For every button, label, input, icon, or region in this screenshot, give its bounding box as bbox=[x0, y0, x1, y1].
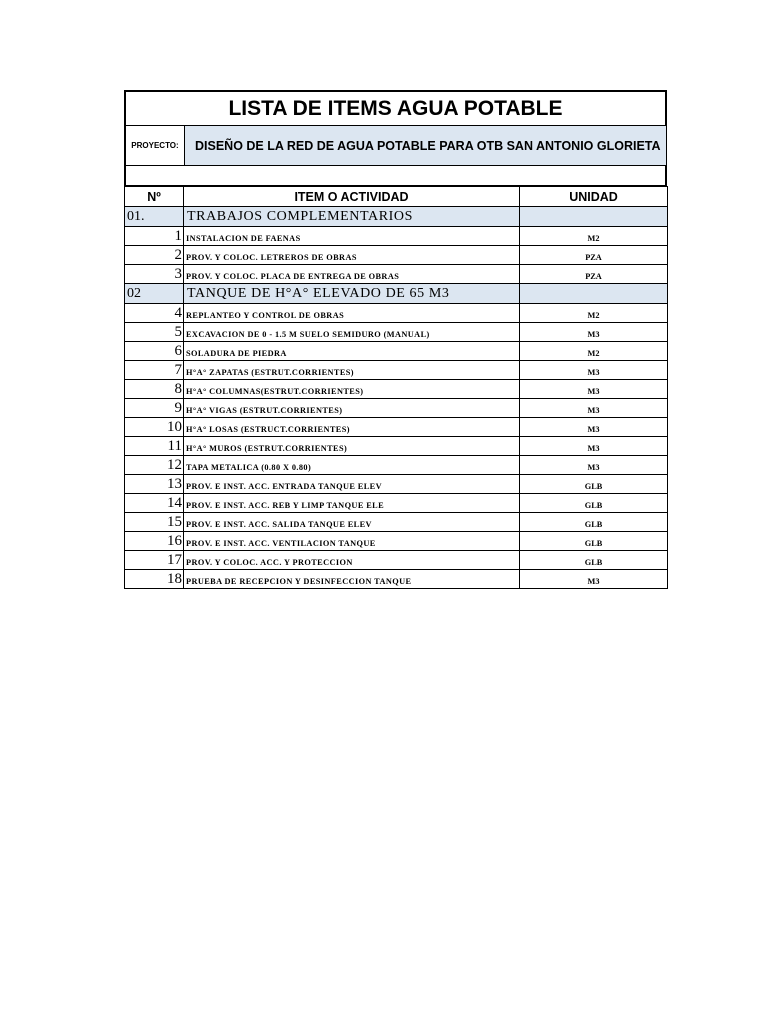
table-row bbox=[125, 475, 668, 494]
table-row bbox=[125, 494, 668, 513]
item-unit: GLB bbox=[520, 532, 668, 551]
item-unit: M3 bbox=[520, 437, 668, 456]
item-unit: GLB bbox=[520, 475, 668, 494]
section-row bbox=[125, 284, 668, 304]
items-table bbox=[124, 186, 668, 589]
table-row bbox=[125, 418, 668, 437]
item-description: PROV. Y COLOC. ACC. Y PROTECCION bbox=[184, 551, 520, 570]
item-description: H°A° LOSAS (ESTRUCT.CORRIENTES) bbox=[184, 418, 520, 437]
item-description: H°A° VIGAS (ESTRUT.CORRIENTES) bbox=[184, 399, 520, 418]
item-description: PRUEBA DE RECEPCION Y DESINFECCION TANQUE bbox=[184, 570, 520, 589]
document-title: LISTA DE ITEMS AGUA POTABLE bbox=[124, 90, 667, 126]
project-row bbox=[124, 126, 667, 166]
table-row bbox=[125, 323, 668, 342]
item-unit: M2 bbox=[520, 304, 668, 323]
table-row bbox=[125, 342, 668, 361]
item-description: H°A° MUROS (ESTRUT.CORRIENTES) bbox=[184, 437, 520, 456]
item-unit: M3 bbox=[520, 380, 668, 399]
item-description: REPLANTEO Y CONTROL DE OBRAS bbox=[184, 304, 520, 323]
item-unit: M2 bbox=[520, 227, 668, 246]
item-unit: PZA bbox=[520, 265, 668, 284]
section-code: 02 bbox=[125, 284, 184, 304]
header-row bbox=[125, 187, 668, 207]
item-number: 1 bbox=[125, 227, 184, 246]
item-number: 15 bbox=[125, 513, 184, 532]
item-description: INSTALACION DE FAENAS bbox=[184, 227, 520, 246]
item-unit: GLB bbox=[520, 494, 668, 513]
section-unit bbox=[520, 207, 668, 227]
item-description: SOLADURA DE PIEDRA bbox=[184, 342, 520, 361]
item-number: 4 bbox=[125, 304, 184, 323]
item-unit: M3 bbox=[520, 418, 668, 437]
item-number: 8 bbox=[125, 380, 184, 399]
item-number: 17 bbox=[125, 551, 184, 570]
item-unit: M2 bbox=[520, 342, 668, 361]
item-description: H°A° COLUMNAS(ESTRUT.CORRIENTES) bbox=[184, 380, 520, 399]
item-number: 6 bbox=[125, 342, 184, 361]
item-number: 2 bbox=[125, 246, 184, 265]
item-description: PROV. Y COLOC. PLACA DE ENTREGA DE OBRAS bbox=[184, 265, 520, 284]
item-description: PROV. Y COLOC. LETREROS DE OBRAS bbox=[184, 246, 520, 265]
item-number: 11 bbox=[125, 437, 184, 456]
item-description: EXCAVACION DE 0 - 1.5 M SUELO SEMIDURO (MANUAL) bbox=[184, 323, 520, 342]
table-row bbox=[125, 551, 668, 570]
header-number: Nº bbox=[125, 187, 184, 207]
table-row bbox=[125, 456, 668, 475]
blank-row bbox=[124, 166, 667, 186]
item-description: PROV. E INST. ACC. SALIDA TANQUE ELEV bbox=[184, 513, 520, 532]
item-unit: M3 bbox=[520, 323, 668, 342]
table-row bbox=[125, 304, 668, 323]
item-number: 18 bbox=[125, 570, 184, 589]
item-list-sheet bbox=[124, 90, 667, 589]
table-row bbox=[125, 399, 668, 418]
section-code: 01. bbox=[125, 207, 184, 227]
header-unit: UNIDAD bbox=[520, 187, 668, 207]
item-number: 7 bbox=[125, 361, 184, 380]
table-row bbox=[125, 532, 668, 551]
section-row bbox=[125, 207, 668, 227]
item-number: 9 bbox=[125, 399, 184, 418]
item-unit: PZA bbox=[520, 246, 668, 265]
table-row bbox=[125, 265, 668, 284]
item-unit: M3 bbox=[520, 570, 668, 589]
item-number: 10 bbox=[125, 418, 184, 437]
section-name: TRABAJOS COMPLEMENTARIOS bbox=[184, 207, 520, 227]
project-label: PROYECTO: bbox=[126, 126, 185, 165]
item-number: 3 bbox=[125, 265, 184, 284]
table-row bbox=[125, 437, 668, 456]
table-row bbox=[125, 246, 668, 265]
item-description: PROV. E INST. ACC. ENTRADA TANQUE ELEV bbox=[184, 475, 520, 494]
section-name: TANQUE DE H°A° ELEVADO DE 65 M3 bbox=[184, 284, 520, 304]
item-number: 12 bbox=[125, 456, 184, 475]
item-unit: M3 bbox=[520, 399, 668, 418]
section-unit bbox=[520, 284, 668, 304]
table-row bbox=[125, 380, 668, 399]
item-unit: M3 bbox=[520, 456, 668, 475]
item-number: 16 bbox=[125, 532, 184, 551]
item-description: PROV. E INST. ACC. VENTILACION TANQUE bbox=[184, 532, 520, 551]
table-row bbox=[125, 570, 668, 589]
item-unit: GLB bbox=[520, 513, 668, 532]
table-row bbox=[125, 361, 668, 380]
item-description: PROV. E INST. ACC. REB Y LIMP TANQUE ELE bbox=[184, 494, 520, 513]
item-number: 13 bbox=[125, 475, 184, 494]
table-row bbox=[125, 227, 668, 246]
item-description: H°A° ZAPATAS (ESTRUT.CORRIENTES) bbox=[184, 361, 520, 380]
item-number: 14 bbox=[125, 494, 184, 513]
item-unit: M3 bbox=[520, 361, 668, 380]
item-unit: GLB bbox=[520, 551, 668, 570]
item-number: 5 bbox=[125, 323, 184, 342]
item-description: TAPA METALICA (0.80 X 0.80) bbox=[184, 456, 520, 475]
project-name: DISEÑO DE LA RED DE AGUA POTABLE PARA OTB SAN ANTONIO GLORIETA bbox=[185, 126, 667, 165]
header-item: ITEM O ACTIVIDAD bbox=[184, 187, 520, 207]
table-row bbox=[125, 513, 668, 532]
